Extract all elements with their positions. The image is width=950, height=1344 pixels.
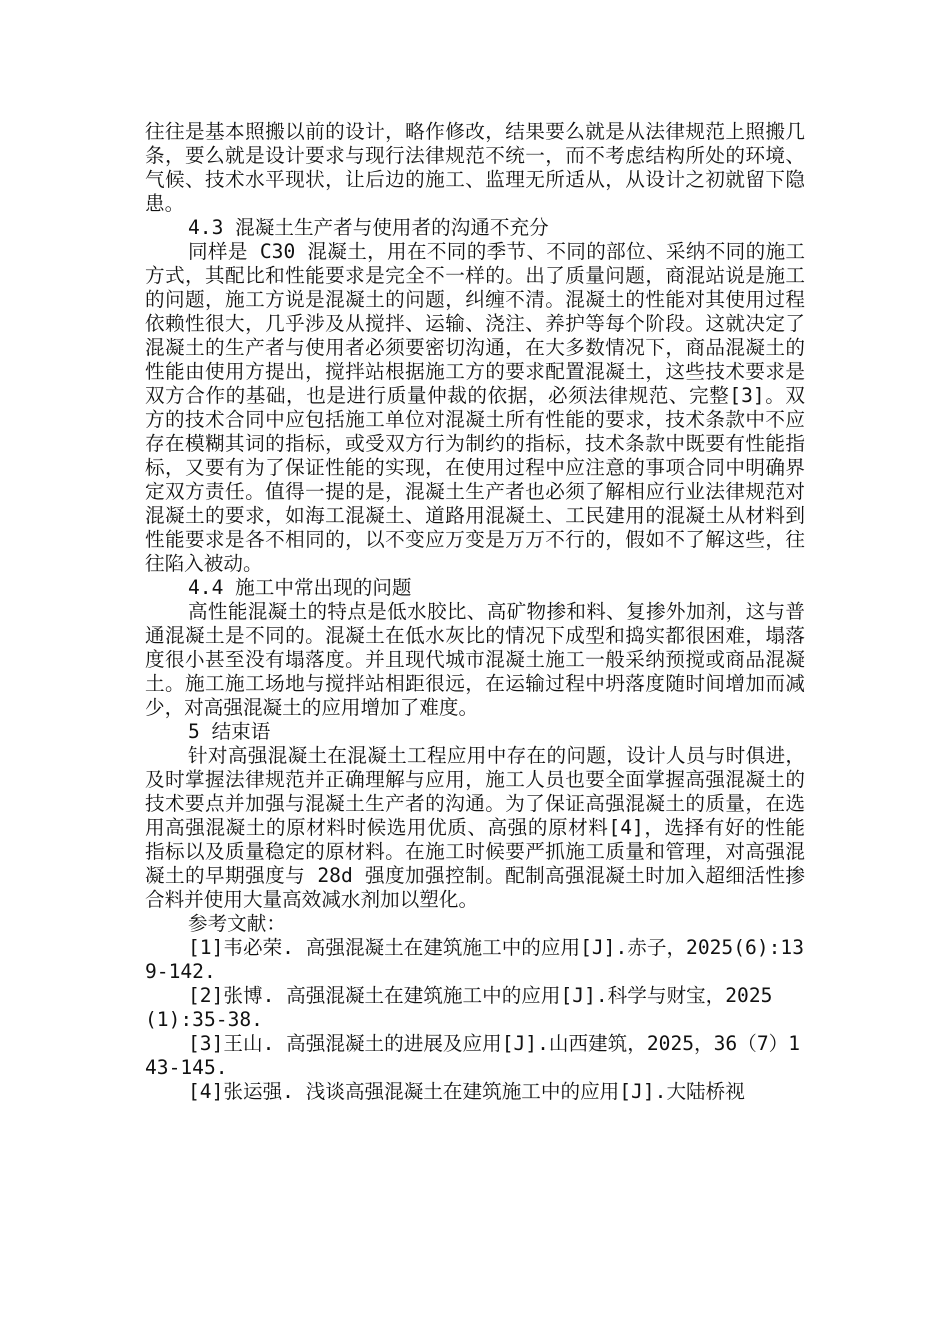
reference-item-2: [2]张博. 高强混凝土在建筑施工中的应用[J].科学与财宝，2025 (1):35-38. xyxy=(145,984,773,1031)
section-heading-4-3: 4.3 混凝土生产者与使用者的沟通不充分 xyxy=(188,216,549,239)
reference-item-4: [4]张运强. 浅谈高强混凝土在建筑施工中的应用[J].大陆桥视 xyxy=(188,1080,745,1103)
paragraph-intro: 往往是基本照搬以前的设计，略作修改，结果要么就是从法律规范上照搬几条，要么就是设计要求与现行法律规范不统一，而不考虑结构所处的环境、气候、技术水平现状，让后边的施工、监理无所适从，从设计之初就留下隐患。 xyxy=(145,120,805,215)
references-label: 参考文献： xyxy=(188,912,286,935)
section-heading-4-4: 4.4 施工中常出现的问题 xyxy=(188,576,412,599)
paragraph-4-4: 高性能混凝土的特点是低水胶比、高矿物掺和料、复掺外加剂，这与普通混凝土是不同的。混凝土在低水灰比的情况下成型和捣实都很困难，塌落度很小甚至没有塌落度。并且现代城市混凝土施工一般采纳预搅或商品混凝土。施工施工场地与搅拌站相距很远，在运输过程中坍落度随时间增加而减少，对高强混凝土的应用增加了难度。 xyxy=(145,600,805,719)
paragraph-5: 针对高强混凝土在混凝土工程应用中存在的问题，设计人员与时俱进，及时掌握法律规范并正确理解与应用，施工人员也要全面掌握高强混凝土的技术要点并加强与混凝土生产者的沟通。为了保证高强混凝土的质量，在选用高强混凝土的原材料时候选用优质、高强的原材料[4]，选择有好的性能指标以及质量稳定的原材料。在施工时候要严抓施工质量和管理，对高强混凝土的早期强度与 28d 强度加强控制。配制高强混凝土时加入超细活性掺合料并使用大量高效减水剂加以塑化。 xyxy=(145,744,805,911)
paragraph-4-3: 同样是 C30 混凝土，用在不同的季节、不同的部位、采纳不同的施工方式，其配比和性能要求是完全不一样的。出了质量问题，商混站说是施工的问题，施工方说是混凝土的问题，纠缠不清。混凝土的性能对其使用过程依赖性很大，几乎涉及从搅拌、运输、浇注、养护等每个阶段。这就决定了混凝土的生产者与使用者必须要密切沟通，在大多数情况下，商品混凝土的性能由使用方提出，搅拌站根据施工方的要求配置混凝土，这些技术要求是双方合作的基础，也是进行质量仲裁的依据，必须法律规范、完整[3]。双方的技术合同中应包括施工单位对混凝土所有性能的要求，技术条款中不应存在模糊其词的指标，或受双方行为制约的指标，技术条款中既要有性能指标，又要有为了保证性能的实现，在使用过程中应注意的事项合同中明确界定双方责任。值得一提的是，混凝土生产者也必须了解相应行业法律规范对混凝土的要求，如海工混凝土、道路用混凝土、工民建用的混凝土从材料到性能要求是各不相同的，以不变应万变是万万不行的，假如不了解这些，往往陷入被动。 xyxy=(145,240,805,575)
reference-item-3: [3]王山. 高强混凝土的进展及应用[J].山西建筑，2025，36（7）143-145. xyxy=(145,1032,801,1079)
reference-item-1: [1]韦必荣. 高强混凝土在建筑施工中的应用[J].赤子，2025(6):139-142. xyxy=(145,936,805,983)
section-heading-5: 5 结束语 xyxy=(188,720,271,743)
document-page xyxy=(145,120,805,1104)
